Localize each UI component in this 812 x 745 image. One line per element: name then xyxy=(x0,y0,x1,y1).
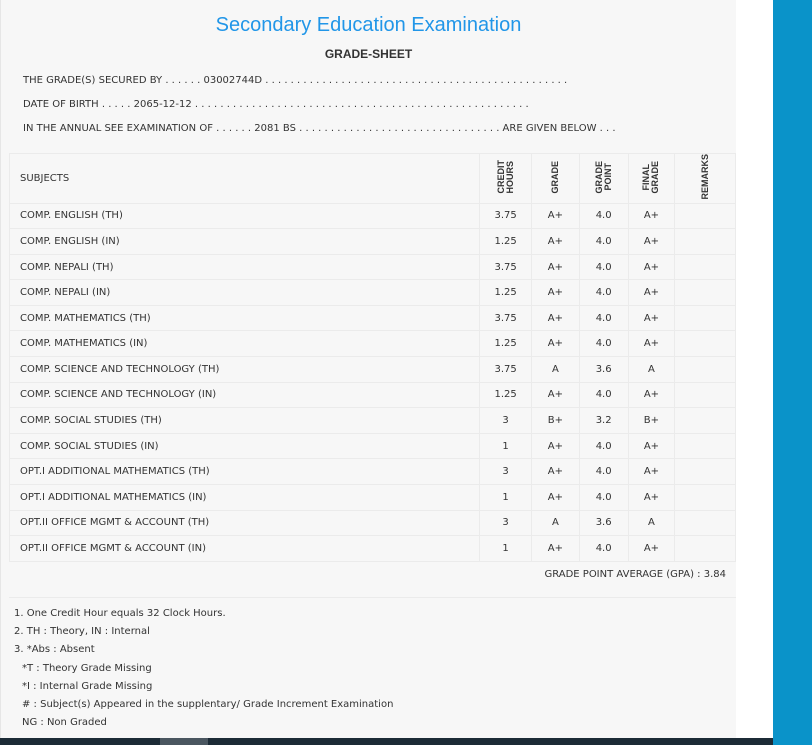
cell-credit-hours: 1.25 xyxy=(480,382,532,408)
cell-remarks xyxy=(675,459,736,485)
table-row xyxy=(10,254,736,280)
cell-subject: COMP. NEPALI (TH) xyxy=(10,254,480,280)
page-title: Secondary Education Examination xyxy=(215,14,522,36)
cell-remarks xyxy=(675,357,736,383)
cell-final-grade: A+ xyxy=(628,229,675,255)
cell-grade: A+ xyxy=(531,254,579,280)
cell-final-grade: B+ xyxy=(628,408,675,434)
cell-grade: B+ xyxy=(531,408,579,434)
cell-grade-point: 4.0 xyxy=(579,331,628,357)
cell-grade: A+ xyxy=(531,459,579,485)
cell-subject: OPT.I ADDITIONAL MATHEMATICS (TH) xyxy=(10,459,480,485)
cell-remarks xyxy=(675,280,736,306)
cell-remarks xyxy=(675,510,736,536)
cell-remarks xyxy=(675,203,736,229)
header-grade xyxy=(531,154,579,204)
header-credit-hours xyxy=(480,154,532,204)
note: 1. One Credit Hour equals 32 Clock Hours. xyxy=(14,608,226,619)
cell-grade-point: 3.2 xyxy=(579,408,628,434)
grade-sheet-subtitle: GRADE-SHEET xyxy=(324,47,413,61)
header-final-grade-label: FINAL GRADE xyxy=(641,160,661,194)
table-row xyxy=(10,485,736,511)
header-subjects: SUBJECTS xyxy=(10,154,480,204)
cell-grade-point: 4.0 xyxy=(579,254,628,280)
cell-final-grade: A+ xyxy=(628,203,675,229)
table-row xyxy=(10,408,736,434)
cell-credit-hours: 3 xyxy=(480,510,532,536)
note: # : Subject(s) Appeared in the supplentary/ Grade Increment Examination xyxy=(22,698,394,710)
cell-grade-point: 4.0 xyxy=(579,305,628,331)
cell-subject: COMP. NEPALI (IN) xyxy=(10,280,480,306)
cell-grade: A+ xyxy=(531,536,579,562)
cell-final-grade: A+ xyxy=(628,459,675,485)
table-row xyxy=(10,203,736,229)
secured-by-line: THE GRADE(S) SECURED BY . . . . . . 03002744D . . . . . . . . . . . . . . . . . . . . . . . . . . . . . . . . . . . . . . . . . . . . . . . . xyxy=(23,75,568,86)
cell-subject: OPT.II OFFICE MGMT & ACCOUNT (TH) xyxy=(10,510,480,536)
cell-credit-hours: 1.25 xyxy=(480,331,532,357)
note: 3. *Abs : Absent xyxy=(14,644,95,656)
horizontal-scrollbar[interactable] xyxy=(0,738,773,745)
cell-final-grade: A+ xyxy=(628,254,675,280)
cell-grade: A+ xyxy=(531,382,579,408)
cell-final-grade: A+ xyxy=(628,536,675,562)
cell-final-grade: A xyxy=(628,357,675,383)
cell-credit-hours: 1.25 xyxy=(480,229,532,255)
cell-subject: OPT.I ADDITIONAL MATHEMATICS (IN) xyxy=(10,485,480,511)
note: 2. TH : Theory, IN : Internal xyxy=(14,626,150,638)
cell-grade: A+ xyxy=(531,433,579,459)
cell-credit-hours: 3.75 xyxy=(480,203,532,229)
header-remarks xyxy=(675,154,736,204)
table-row xyxy=(10,433,736,459)
cell-credit-hours: 1 xyxy=(480,485,532,511)
table-row xyxy=(10,357,736,383)
cell-remarks xyxy=(675,229,736,255)
cell-remarks xyxy=(675,485,736,511)
cell-subject: COMP. MATHEMATICS (IN) xyxy=(10,331,480,357)
cell-subject: COMP. ENGLISH (TH) xyxy=(10,203,480,229)
cell-grade-point: 4.0 xyxy=(579,459,628,485)
cell-credit-hours: 1 xyxy=(480,536,532,562)
exam-line: IN THE ANNUAL SEE EXAMINATION OF . . . . . . 2081 BS . . . . . . . . . . . . . . . . . . . . . . . . . . . . . . . . ARE GIVEN BELOW . . . xyxy=(23,123,616,134)
cell-final-grade: A+ xyxy=(628,433,675,459)
cell-grade-point: 4.0 xyxy=(579,229,628,255)
grades-table xyxy=(9,153,736,562)
cell-subject: COMP. SOCIAL STUDIES (TH) xyxy=(10,408,480,434)
dob-line: DATE OF BIRTH . . . . . 2065-12-12 . . . . . . . . . . . . . . . . . . . . . . . . . . . . . . . . . . . . . . . . . . . . . . . . . . . . . xyxy=(23,99,529,110)
cell-credit-hours: 1.25 xyxy=(480,280,532,306)
notes xyxy=(14,608,393,735)
gpa-value: GRADE POINT AVERAGE (GPA) : 3.84 xyxy=(544,569,726,580)
cell-remarks xyxy=(675,433,736,459)
cell-subject: COMP. MATHEMATICS (TH) xyxy=(10,305,480,331)
cell-remarks xyxy=(675,331,736,357)
cell-credit-hours: 1 xyxy=(480,433,532,459)
header-credit-hours-label: CREDIT HOURS xyxy=(495,160,515,194)
scrollbar-thumb[interactable] xyxy=(160,738,208,745)
cell-credit-hours: 3 xyxy=(480,459,532,485)
cell-remarks xyxy=(675,254,736,280)
table-row xyxy=(10,229,736,255)
cell-final-grade: A xyxy=(628,510,675,536)
note: *I : Internal Grade Missing xyxy=(22,680,153,692)
cell-final-grade: A+ xyxy=(628,382,675,408)
cell-grade: A+ xyxy=(531,305,579,331)
cell-remarks xyxy=(675,408,736,434)
note: *T : Theory Grade Missing xyxy=(22,662,152,674)
table-row xyxy=(10,382,736,408)
cell-grade-point: 3.6 xyxy=(579,510,628,536)
side-accent-band xyxy=(773,0,812,745)
cell-grade-point: 4.0 xyxy=(579,433,628,459)
cell-grade-point: 4.0 xyxy=(579,280,628,306)
header-remarks-label: REMARKS xyxy=(699,154,710,200)
cell-grade: A+ xyxy=(531,331,579,357)
table-row xyxy=(10,459,736,485)
cell-grade-point: 4.0 xyxy=(579,485,628,511)
cell-subject: COMP. SCIENCE AND TECHNOLOGY (TH) xyxy=(10,357,480,383)
table-header-row xyxy=(10,154,736,204)
cell-final-grade: A+ xyxy=(628,485,675,511)
table-row xyxy=(10,305,736,331)
cell-grade: A xyxy=(531,510,579,536)
header-grade-point-label: GRADE POINT xyxy=(593,160,613,194)
cell-grade: A+ xyxy=(531,280,579,306)
cell-grade-point: 3.6 xyxy=(579,357,628,383)
cell-subject: COMP. ENGLISH (IN) xyxy=(10,229,480,255)
cell-grade: A xyxy=(531,357,579,383)
cell-grade-point: 4.0 xyxy=(579,203,628,229)
header-grade-point xyxy=(579,154,628,204)
cell-final-grade: A+ xyxy=(628,331,675,357)
cell-grade: A+ xyxy=(531,203,579,229)
cell-credit-hours: 3.75 xyxy=(480,357,532,383)
table-row xyxy=(10,331,736,357)
cell-credit-hours: 3.75 xyxy=(480,305,532,331)
cell-subject: COMP. SCIENCE AND TECHNOLOGY (IN) xyxy=(10,382,480,408)
header-final-grade xyxy=(628,154,675,204)
cell-grade: A+ xyxy=(531,229,579,255)
cell-remarks xyxy=(675,305,736,331)
cell-grade: A+ xyxy=(531,485,579,511)
table-row xyxy=(10,510,736,536)
header-grade-label: GRADE xyxy=(549,160,560,194)
cell-credit-hours: 3.75 xyxy=(480,254,532,280)
note: NG : Non Graded xyxy=(22,717,107,729)
table-row xyxy=(10,280,736,306)
cell-grade-point: 4.0 xyxy=(579,382,628,408)
cell-remarks xyxy=(675,382,736,408)
cell-subject: COMP. SOCIAL STUDIES (IN) xyxy=(10,433,480,459)
cell-subject: OPT.II OFFICE MGMT & ACCOUNT (IN) xyxy=(10,536,480,562)
cell-grade-point: 4.0 xyxy=(579,536,628,562)
cell-final-grade: A+ xyxy=(628,280,675,306)
cell-final-grade: A+ xyxy=(628,305,675,331)
cell-credit-hours: 3 xyxy=(480,408,532,434)
